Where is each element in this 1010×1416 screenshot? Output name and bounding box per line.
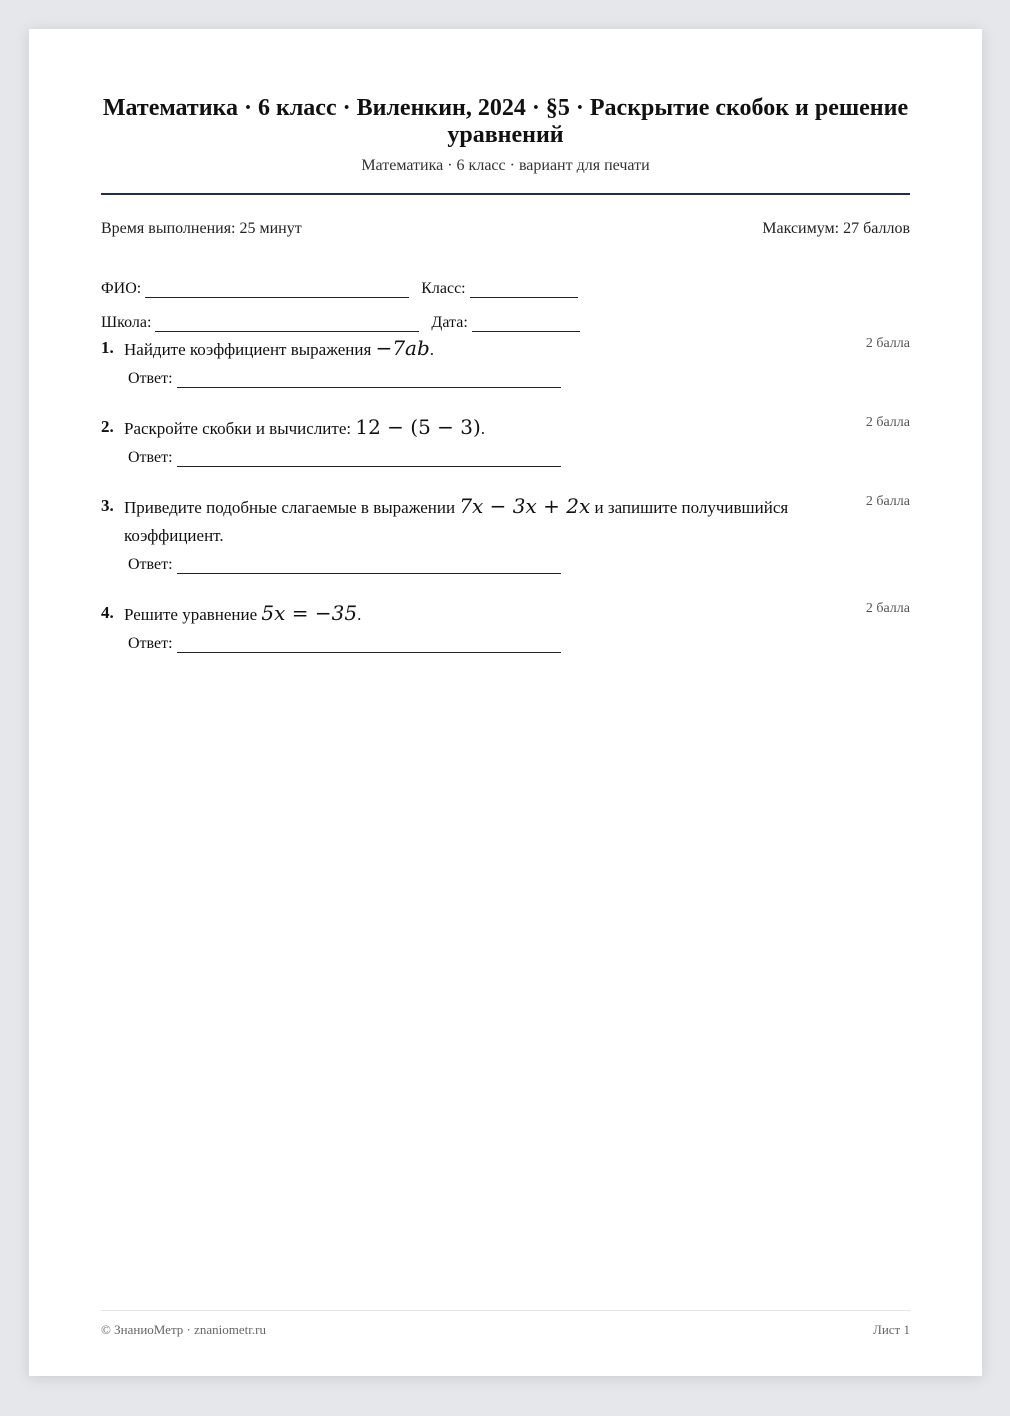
footer-divider: [101, 1310, 910, 1311]
task-points: 2 балла: [865, 336, 910, 351]
school-field[interactable]: [155, 316, 419, 332]
task-2: [101, 413, 910, 467]
task-points: 2 балла: [865, 415, 910, 430]
class-field[interactable]: [470, 282, 578, 298]
answer-field[interactable]: [177, 558, 561, 574]
answer-row: [128, 635, 910, 653]
meta-row: [101, 220, 910, 238]
answer-row: [128, 370, 910, 388]
task-formula: 7x − 3x + 2x: [459, 494, 591, 518]
fio-class-row: [101, 280, 590, 298]
time-limit: Время выполнения: 25 минут: [101, 220, 302, 237]
fio-label: ФИО:: [101, 280, 142, 297]
answer-row: [128, 449, 910, 467]
max-score: Максимум: 27 баллов: [762, 220, 910, 237]
fio-field[interactable]: [145, 282, 409, 298]
answer-label: Ответ:: [128, 370, 173, 387]
task-points: 2 балла: [865, 494, 910, 509]
task-text: Приведите подобные слагаемые в выражении 7x − 3x + 2x и запишите получившийся коэффициент.: [124, 494, 789, 545]
page-footer: [101, 1322, 910, 1338]
date-field[interactable]: [472, 316, 580, 332]
task-text: Решите уравнение 5x = −35.: [124, 601, 362, 625]
task-points: 2 балла: [865, 601, 910, 616]
class-label: Класс:: [421, 280, 466, 297]
page-subtitle: Математика · 6 класс · вариант для печати: [361, 157, 650, 174]
task-4: [101, 599, 910, 653]
task-formula: 12 − (5 − 3): [355, 415, 481, 439]
header-divider: [101, 193, 910, 195]
task-1: [101, 334, 910, 388]
school-date-row: [101, 314, 592, 332]
answer-label: Ответ:: [128, 556, 173, 573]
task-text: Найдите коэффициент выражения −7ab.: [124, 336, 435, 360]
task-number: 1.: [101, 338, 114, 357]
date-label: Дата:: [431, 314, 468, 331]
task-formula: −7ab: [375, 336, 430, 360]
answer-label: Ответ:: [128, 635, 173, 652]
school-label: Школа:: [101, 314, 152, 331]
page-title: Математика · 6 класс · Виленкин, 2024 · §5 · Раскрытие скобок и решение уравнений: [102, 95, 909, 148]
task-number: 2.: [101, 417, 114, 436]
answer-row: [128, 556, 910, 574]
page-number: Лист 1: [873, 1322, 910, 1337]
task-formula: 5x = −35: [261, 601, 358, 625]
task-number: 3.: [101, 496, 114, 515]
task-number: 4.: [101, 603, 114, 622]
footer-copyright: © ЗнаниоМетр · znaniometr.ru: [101, 1322, 266, 1337]
task-3: [101, 492, 910, 574]
answer-label: Ответ:: [128, 449, 173, 466]
answer-field[interactable]: [177, 451, 561, 467]
task-text: Раскройте скобки и вычислите: 12 − (5 − 3).: [124, 415, 486, 439]
worksheet-page: [29, 29, 982, 1376]
answer-field[interactable]: [177, 637, 561, 653]
page-content: [101, 29, 910, 1376]
answer-field[interactable]: [177, 372, 561, 388]
